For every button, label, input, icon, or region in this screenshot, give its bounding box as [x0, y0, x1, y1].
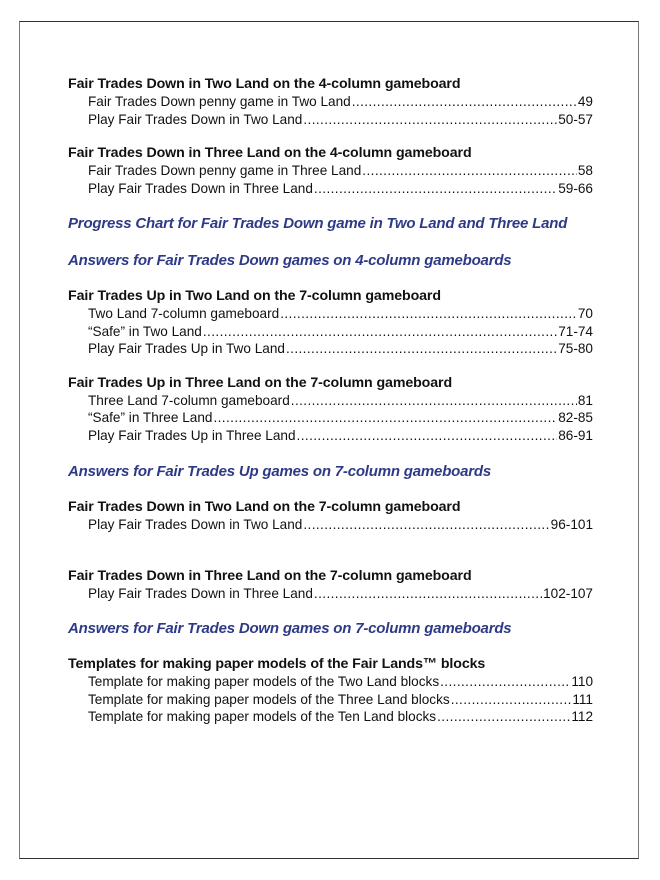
entry-title: Template for making paper models of the Two Land blocks [88, 674, 440, 689]
entry-title: Play Fair Trades Up in Two Land [88, 341, 285, 356]
entry-page: 59-66 [558, 180, 593, 196]
entry-page: 96-101 [550, 517, 593, 532]
toc-entry[interactable] [68, 409, 593, 427]
dot-leader [314, 180, 557, 198]
entry-title: Template for making paper models of the Three Land blocks [88, 691, 450, 707]
entry-title: Play Fair Trades Down in Three Land [88, 585, 313, 601]
toc-entry[interactable] [68, 305, 593, 323]
toc-section [68, 656, 593, 726]
entry-page: 112 [571, 709, 593, 724]
section-heading: Templates for making paper models of the Fair Lands™ blocks [68, 656, 486, 672]
dot-leader [280, 305, 577, 323]
dot-leader [303, 111, 557, 129]
toc-entry[interactable] [68, 111, 593, 129]
entry-page: 82-85 [558, 410, 593, 425]
dot-leader [203, 323, 557, 341]
dot-leader [286, 340, 557, 358]
toc-section [68, 568, 593, 603]
dot-leader [437, 708, 570, 726]
entry-page: 71-74 [558, 323, 593, 339]
entry-title: “Safe” in Two Land [88, 323, 202, 339]
toc-entry[interactable] [68, 516, 593, 534]
dot-leader [440, 673, 570, 691]
toc-entry[interactable] [68, 673, 593, 691]
entry-title: Play Fair Trades Down in Three Land [88, 180, 313, 196]
entry-page: 50-57 [558, 111, 593, 127]
section-heading: Fair Trades Down in Three Land on the 7-column gameboard [68, 567, 472, 584]
section-heading: Fair Trades Down in Two Land on the 4-column gameboard [68, 76, 461, 92]
dot-leader [314, 585, 542, 603]
dot-leader [352, 93, 577, 111]
entry-page: 110 [571, 674, 593, 689]
section-heading: Fair Trades Up in Two Land on the 7-column gameboard [68, 288, 441, 304]
toc-entry[interactable] [68, 708, 593, 726]
highlight-heading[interactable]: Answers for Fair Trades Down games on 4-column gameboards [68, 252, 512, 269]
toc-entry[interactable] [68, 427, 593, 445]
toc-entry[interactable] [68, 340, 593, 358]
toc-entry[interactable] [68, 162, 593, 180]
entry-page: 86-91 [558, 427, 593, 443]
entry-title: Play Fair Trades Down in Two Land [88, 517, 303, 532]
dot-leader [291, 392, 577, 410]
dot-leader [451, 691, 572, 709]
toc-entry[interactable] [68, 180, 593, 198]
table-of-contents [68, 76, 593, 726]
section-heading: Fair Trades Down in Three Land on the 4-column gameboard [68, 145, 472, 161]
entry-page: 58 [577, 163, 593, 178]
entry-page: 49 [577, 94, 593, 109]
toc-entry[interactable] [68, 585, 593, 603]
toc-section [68, 375, 593, 445]
entry-title: Fair Trades Down penny game in Two Land [88, 94, 351, 109]
entry-title: Fair Trades Down penny game in Three Land [88, 163, 362, 178]
entry-page: 102-107 [543, 585, 593, 601]
toc-entry[interactable] [68, 691, 593, 709]
dot-leader [297, 427, 558, 445]
entry-page: 75-80 [558, 341, 593, 356]
entry-title: Three Land 7-column gameboard [88, 392, 290, 408]
entry-title: Two Land 7-column gameboard [88, 306, 280, 321]
section-heading: Fair Trades Down in Two Land on the 7-column gameboard [68, 499, 461, 515]
entry-title: “Safe” in Three Land [88, 410, 213, 425]
toc-section [68, 499, 593, 534]
dot-leader [213, 409, 557, 427]
entry-page: 81 [577, 392, 593, 408]
toc-entry[interactable] [68, 323, 593, 341]
dot-leader [362, 162, 577, 180]
highlight-heading[interactable]: Answers for Fair Trades Down games on 7-column gameboards [68, 620, 512, 637]
entry-title: Template for making paper models of the Ten Land blocks [88, 709, 437, 724]
toc-section [68, 288, 593, 358]
highlight-heading[interactable]: Progress Chart for Fair Trades Down game in Two Land and Three Land [68, 215, 568, 232]
highlight-heading[interactable]: Answers for Fair Trades Up games on 7-column gameboards [68, 463, 492, 480]
entry-page: 111 [572, 691, 593, 707]
section-heading: Fair Trades Up in Three Land on the 7-column gameboard [68, 374, 453, 391]
entry-page: 70 [577, 306, 593, 321]
entry-title: Play Fair Trades Down in Two Land [88, 111, 303, 127]
toc-entry[interactable] [68, 392, 593, 410]
toc-entry[interactable] [68, 93, 593, 111]
entry-title: Play Fair Trades Up in Three Land [88, 427, 296, 443]
toc-section [68, 76, 593, 128]
dot-leader [303, 516, 549, 534]
toc-section [68, 145, 593, 197]
